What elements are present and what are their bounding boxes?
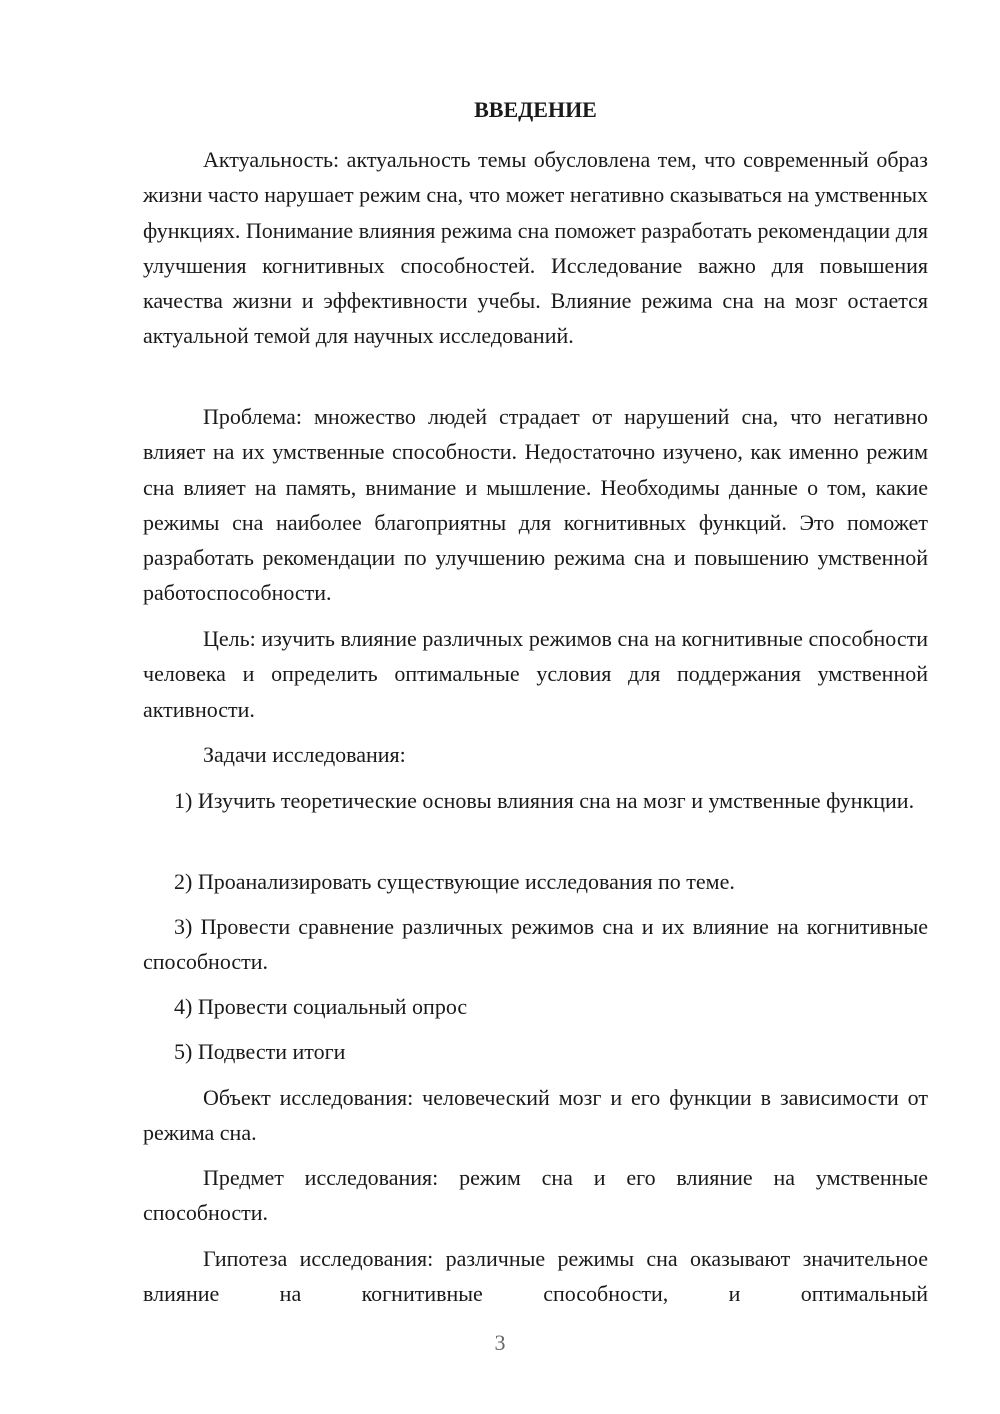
task-item-4: 4) Провести социальный опрос: [174, 994, 468, 1019]
task-item-5: 5) Подвести итоги: [174, 1039, 346, 1064]
page-number: 3: [494, 1330, 506, 1355]
task-item-2: 2) Проанализировать существующие исследования по теме.: [174, 869, 735, 894]
paragraph-object: Объект исследования: человеческий мозг и его функции в зависимости от режима сна.: [143, 1085, 928, 1146]
section-title: ВВЕДЕНИЕ: [474, 97, 597, 122]
paragraph-tasks-heading: Задачи исследования:: [203, 742, 406, 767]
paragraph-goal: Цель: изучить влияние различных режимов сна на когнитивные способности человека и определить оптимальные условия для поддержания умственной активности.: [143, 626, 928, 722]
task-item-1: 1) Изучить теоретические основы влияния сна на мозг и умственные функции.: [174, 788, 915, 813]
paragraph-hypothesis: Гипотеза исследования: различные режимы сна оказывают значительное влияние на когнитивные способности, и оптимальный: [143, 1246, 928, 1307]
paragraph-relevance: Актуальность: актуальность темы обусловлена тем, что современный образ жизни часто нарушает режим сна, что может негативно сказываться на умственных функциях. Понимание влияния режима сна поможет разработать рекомендации для улучшения когнитивных способностей. Исследование важно для повышения качества жизни и эффективности учебы. Влияние режима сна на мозг остается актуальной темой для научных исследований.: [143, 147, 928, 349]
task-item-3: 3) Провести сравнение различных режимов сна и их влияние на когнитивные способности.: [143, 914, 928, 975]
paragraph-problem: Проблема: множество людей страдает от нарушений сна, что негативно влияет на их умственные способности. Недостаточно изучено, как именно режим сна влияет на память, внимание и мышление. Необходимы данные о том, какие режимы сна наиболее благоприятны для когнитивных функций. Это поможет разработать рекомендации по улучшению режима сна и повышению умственной работоспособности.: [143, 404, 928, 606]
paragraph-subject: Предмет исследования: режим сна и его влияние на умственные способности.: [143, 1165, 928, 1226]
